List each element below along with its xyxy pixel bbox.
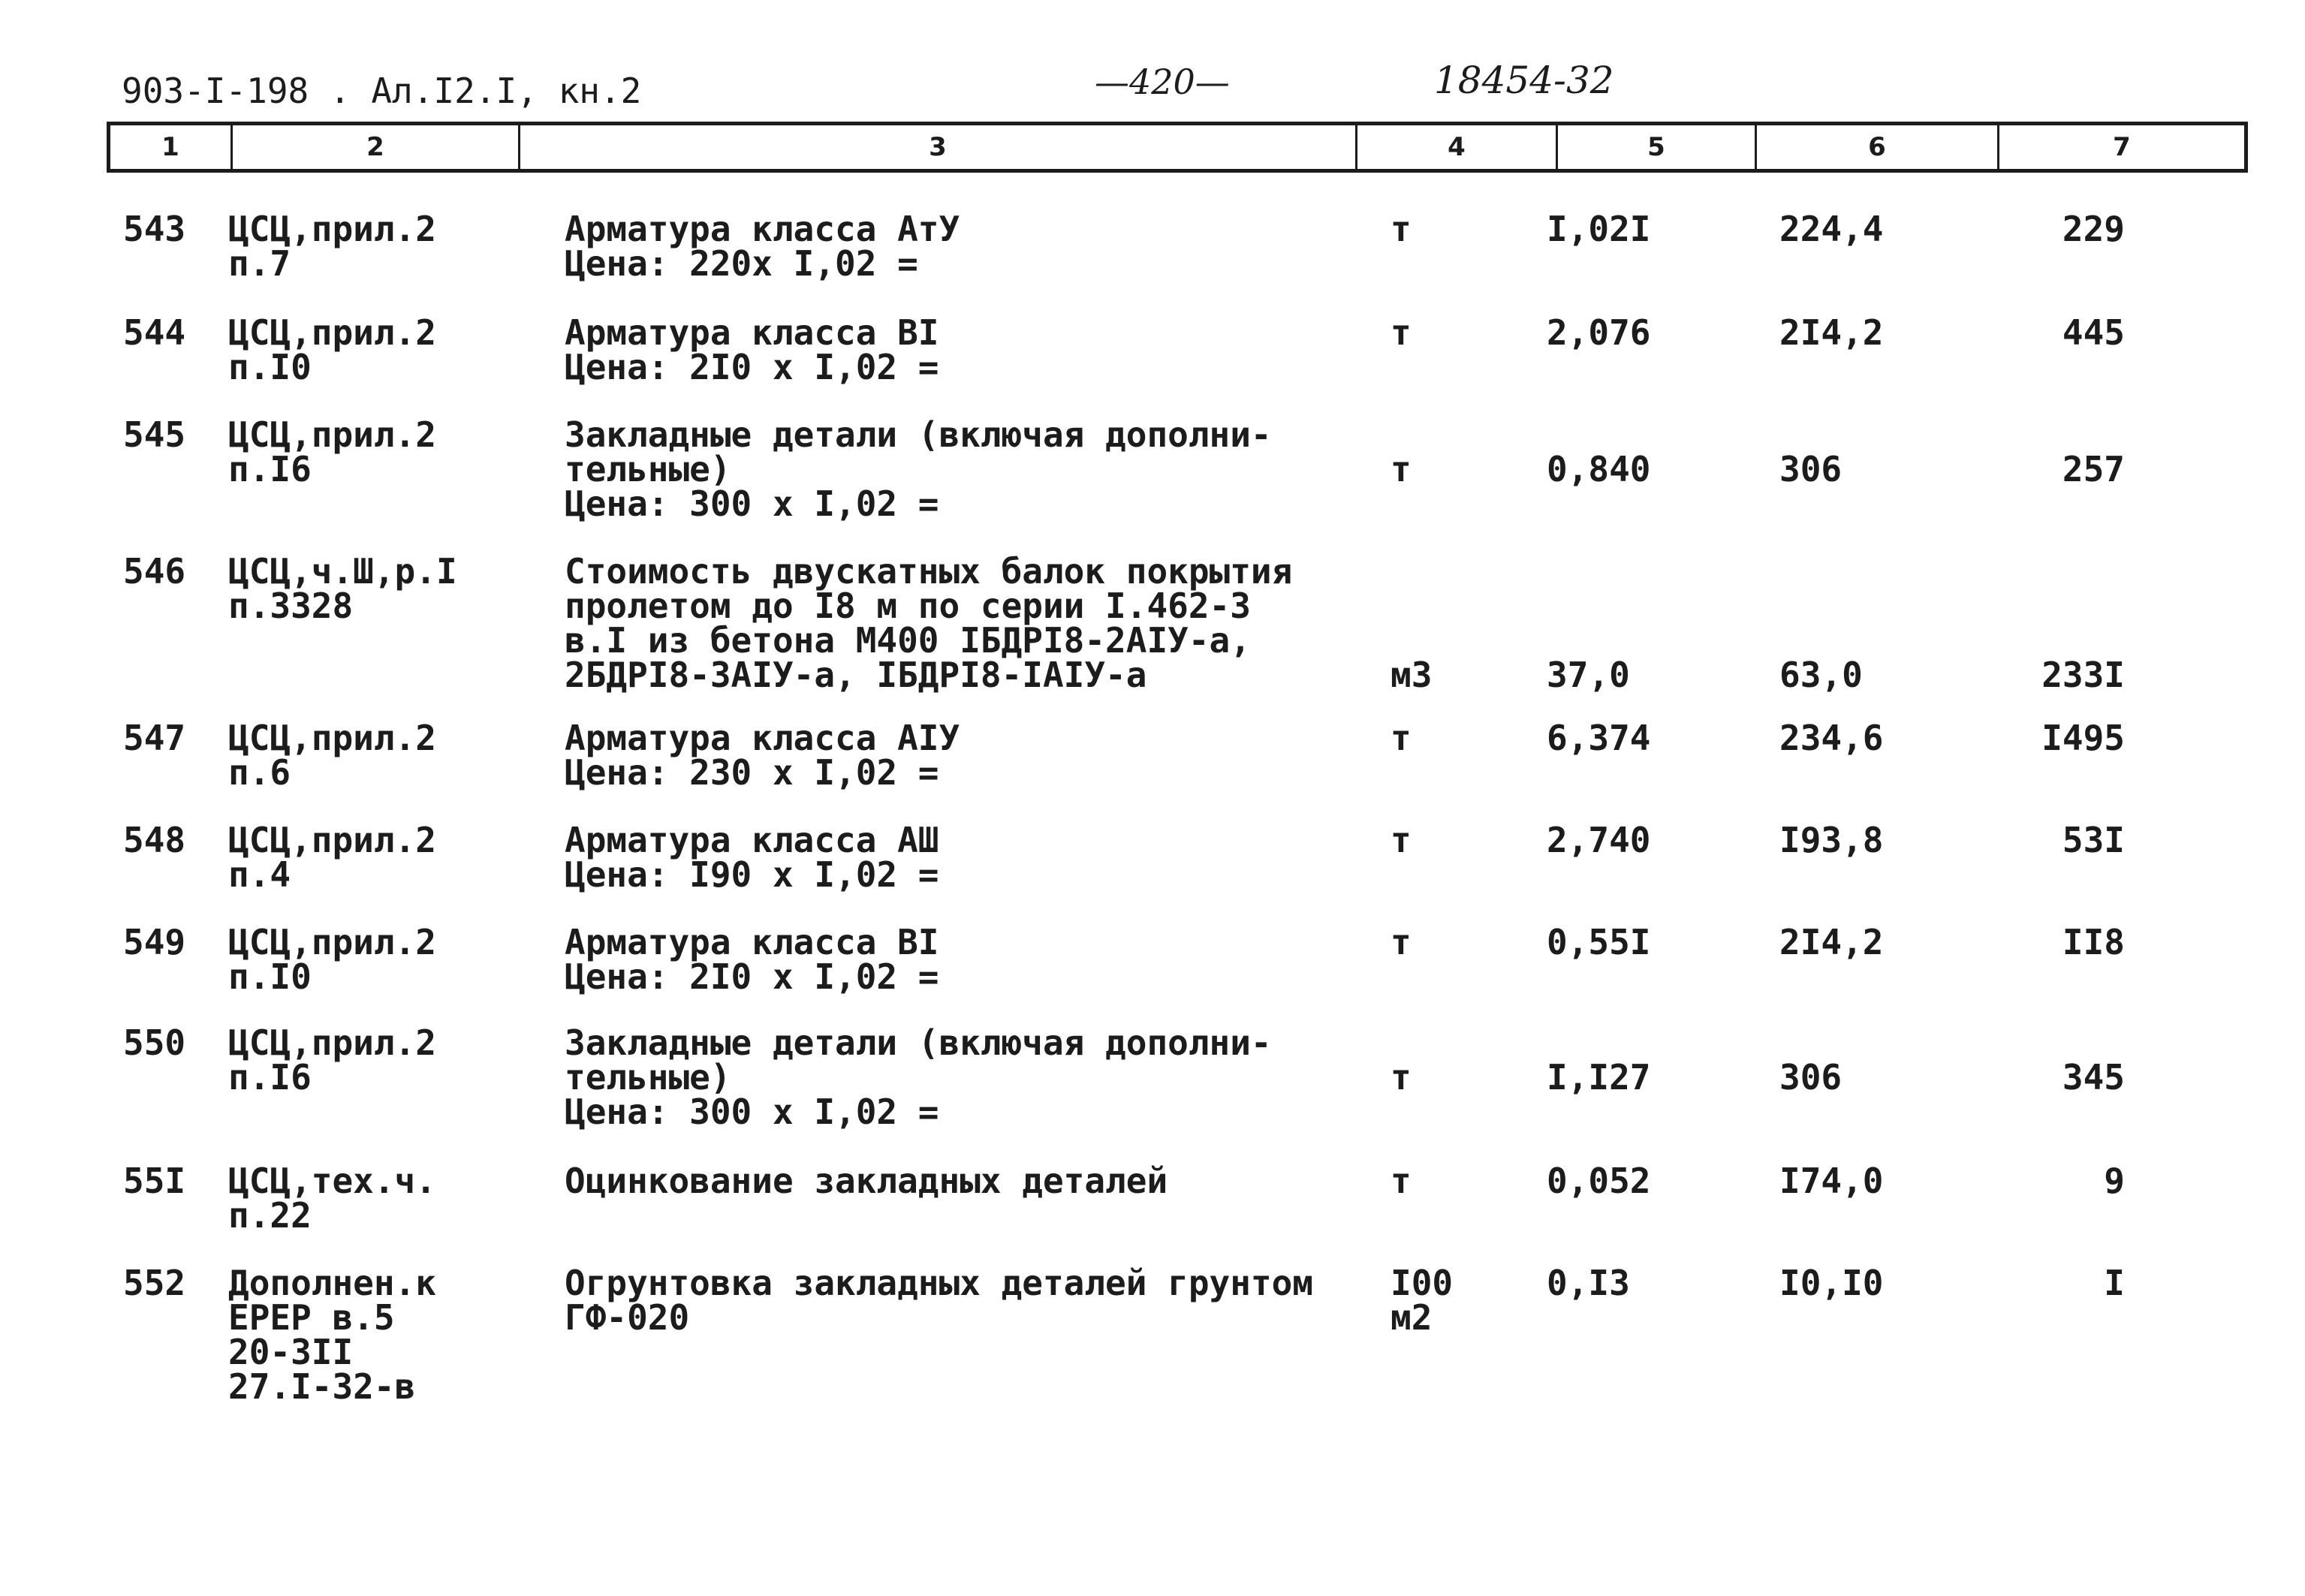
row-unit <box>1391 209 1412 249</box>
row-description-line: в.I из бетона М400 IБДРI8-2АIУ-а, <box>565 620 1251 661</box>
row-description <box>565 209 960 284</box>
row-reference <box>228 1263 436 1407</box>
row-description-line: Цена: 230 х I,02 = <box>565 752 939 793</box>
page-number: —420— <box>1095 62 1230 102</box>
row-unit-line: I00 <box>1391 1263 1454 1303</box>
document-code: 903-I-198 . Ал.I2.I, кн.2 <box>122 71 642 111</box>
row-price: 2I4,2 <box>1779 312 1884 353</box>
row-price: I74,0 <box>1779 1161 1884 1201</box>
row-unit <box>1391 820 1412 860</box>
row-reference <box>228 922 436 997</box>
row-reference-line: ЦСЦ,тех.ч. <box>228 1161 436 1201</box>
row-total: I <box>2104 1263 2125 1303</box>
row-total: 233I <box>2041 655 2125 695</box>
document-number: 18454-32 <box>1434 59 1614 102</box>
row-number: 548 <box>123 820 186 860</box>
row-total: 445 <box>2062 312 2125 353</box>
row-total: I495 <box>2041 718 2125 758</box>
row-description <box>565 551 1293 695</box>
row-description-line: Арматура класса АтУ <box>565 209 960 249</box>
row-reference-line: ЦСЦ,ч.Ш,р.I <box>228 551 457 592</box>
row-price: 306 <box>1779 1057 1842 1098</box>
row-total: 53I <box>2062 820 2125 860</box>
row-reference-line: ЦСЦ,прил.2 <box>228 1022 436 1063</box>
row-price: 306 <box>1779 449 1842 489</box>
row-number: 546 <box>123 551 186 592</box>
row-description-line: ГФ-020 <box>565 1297 690 1338</box>
row-description <box>565 820 939 895</box>
row-description-line: Арматура класса АIУ <box>565 718 960 758</box>
row-description-line: Цена: 220х I,02 = <box>565 243 918 284</box>
row-reference-line: п.I0 <box>228 956 312 997</box>
row-total: 345 <box>2062 1057 2125 1098</box>
column-header-5: 5 <box>1647 132 1665 162</box>
row-description-line: Цена: 300 х I,02 = <box>565 1092 939 1132</box>
column-header-4: 4 <box>1448 132 1466 162</box>
row-number: 544 <box>123 312 186 353</box>
row-total: II8 <box>2062 922 2125 962</box>
row-number: 552 <box>123 1263 186 1303</box>
column-header-6: 6 <box>1868 132 1886 162</box>
row-description-line: Цена: 300 х I,02 = <box>565 483 939 524</box>
row-quantity: 0,I3 <box>1547 1263 1630 1303</box>
row-unit <box>1391 1161 1412 1201</box>
row-description <box>565 1022 1272 1132</box>
row-quantity: 0,840 <box>1547 449 1651 489</box>
row-reference-line: Дополнен.к <box>228 1263 436 1303</box>
row-unit <box>1391 312 1412 353</box>
row-description-line: Закладные детали (включая дополни- <box>565 414 1272 455</box>
row-unit-line: т <box>1391 209 1412 249</box>
column-header-row <box>107 122 2248 173</box>
row-quantity: 0,052 <box>1547 1161 1651 1201</box>
row-unit <box>1391 1263 1454 1338</box>
row-description-line: пролетом до I8 м по серии I.462-3 <box>565 586 1251 626</box>
row-description-line: Огрунтовка закладных деталей грунтом <box>565 1263 1313 1303</box>
row-number: 549 <box>123 922 186 962</box>
row-quantity: I,I27 <box>1547 1057 1651 1098</box>
row-reference <box>228 312 436 387</box>
row-reference <box>228 718 436 793</box>
column-header-7: 7 <box>2113 132 2131 162</box>
row-reference-line: п.I0 <box>228 347 312 387</box>
row-unit-line: м2 <box>1391 1297 1433 1338</box>
row-description-line: тельные) <box>565 1057 731 1098</box>
row-number: 543 <box>123 209 186 249</box>
row-total: 229 <box>2062 209 2125 249</box>
row-reference-line: п.4 <box>228 854 291 895</box>
row-description <box>565 414 1272 524</box>
row-description-line: Цена: I90 х I,02 = <box>565 854 939 895</box>
row-unit-line: т <box>1391 449 1412 489</box>
row-quantity: 6,374 <box>1547 718 1651 758</box>
row-number: 55I <box>123 1161 186 1201</box>
row-description-line: Стоимость двускатных балок покрытия <box>565 551 1293 592</box>
row-price: 224,4 <box>1779 209 1884 249</box>
row-description-line: тельные) <box>565 449 731 489</box>
row-unit <box>1391 655 1433 695</box>
row-reference-line: п.3328 <box>228 586 354 626</box>
row-number: 545 <box>123 414 186 455</box>
row-unit <box>1391 718 1412 758</box>
row-reference <box>228 551 457 626</box>
row-quantity: 2,740 <box>1547 820 1651 860</box>
row-description-line: Цена: 2I0 х I,02 = <box>565 347 939 387</box>
row-description-line: Арматура класса BI <box>565 922 939 962</box>
row-description <box>565 312 939 387</box>
row-reference-line: ЦСЦ,прил.2 <box>228 718 436 758</box>
row-unit-line: т <box>1391 1057 1412 1098</box>
row-total: 257 <box>2062 449 2125 489</box>
row-description-line: Цена: 2I0 х I,02 = <box>565 956 939 997</box>
column-header-3: 3 <box>929 132 947 162</box>
row-description-line: Оцинкование закладных деталей <box>565 1161 1168 1201</box>
row-reference-line: ЦСЦ,прил.2 <box>228 209 436 249</box>
row-reference <box>228 1161 436 1236</box>
row-reference-line: ЦСЦ,прил.2 <box>228 414 436 455</box>
row-unit-line: т <box>1391 1161 1412 1201</box>
row-reference-line: п.7 <box>228 243 291 284</box>
row-description-line: Арматура класса BI <box>565 312 939 353</box>
row-price: 2I4,2 <box>1779 922 1884 962</box>
row-description <box>565 1263 1313 1338</box>
row-description-line: Закладные детали (включая дополни- <box>565 1022 1272 1063</box>
row-reference-line: ЦСЦ,прил.2 <box>228 312 436 353</box>
row-reference-line: ЦСЦ,прил.2 <box>228 922 436 962</box>
row-description <box>565 718 960 793</box>
row-total: 9 <box>2104 1161 2125 1201</box>
row-description-line: 2БДРI8-3АIУ-а, IБДРI8-IАIУ-а <box>565 655 1147 695</box>
row-price: 63,0 <box>1779 655 1863 695</box>
row-reference <box>228 209 436 284</box>
row-unit-line: м3 <box>1391 655 1433 695</box>
row-unit <box>1391 1057 1412 1098</box>
row-unit-line: т <box>1391 820 1412 860</box>
row-reference <box>228 414 436 489</box>
row-price: 234,6 <box>1779 718 1884 758</box>
row-description <box>565 1161 1168 1201</box>
row-reference-line: п.22 <box>228 1195 312 1236</box>
row-reference-line: 27.I-32-в <box>228 1366 416 1407</box>
row-price: I93,8 <box>1779 820 1884 860</box>
row-quantity: 2,076 <box>1547 312 1651 353</box>
row-quantity: I,02I <box>1547 209 1651 249</box>
row-unit <box>1391 449 1412 489</box>
row-reference-line: ЦСЦ,прил.2 <box>228 820 436 860</box>
row-unit-line: т <box>1391 312 1412 353</box>
column-header-2: 2 <box>366 132 384 162</box>
row-unit <box>1391 922 1412 962</box>
row-description <box>565 922 939 997</box>
row-unit-line: т <box>1391 922 1412 962</box>
row-number: 547 <box>123 718 186 758</box>
row-reference <box>228 1022 436 1098</box>
row-reference <box>228 820 436 895</box>
row-reference-line: п.6 <box>228 752 291 793</box>
row-reference-line: п.I6 <box>228 449 312 489</box>
row-reference-line: п.I6 <box>228 1057 312 1098</box>
row-reference-line: 20-3II <box>228 1332 354 1372</box>
row-quantity: 37,0 <box>1547 655 1630 695</box>
row-unit-line: т <box>1391 718 1412 758</box>
column-header-1: 1 <box>161 132 179 162</box>
row-price: I0,I0 <box>1779 1263 1884 1303</box>
row-reference-line: ЕРЕР в.5 <box>228 1297 395 1338</box>
row-description-line: Арматура класса АШ <box>565 820 939 860</box>
row-quantity: 0,55I <box>1547 922 1651 962</box>
row-number: 550 <box>123 1022 186 1063</box>
